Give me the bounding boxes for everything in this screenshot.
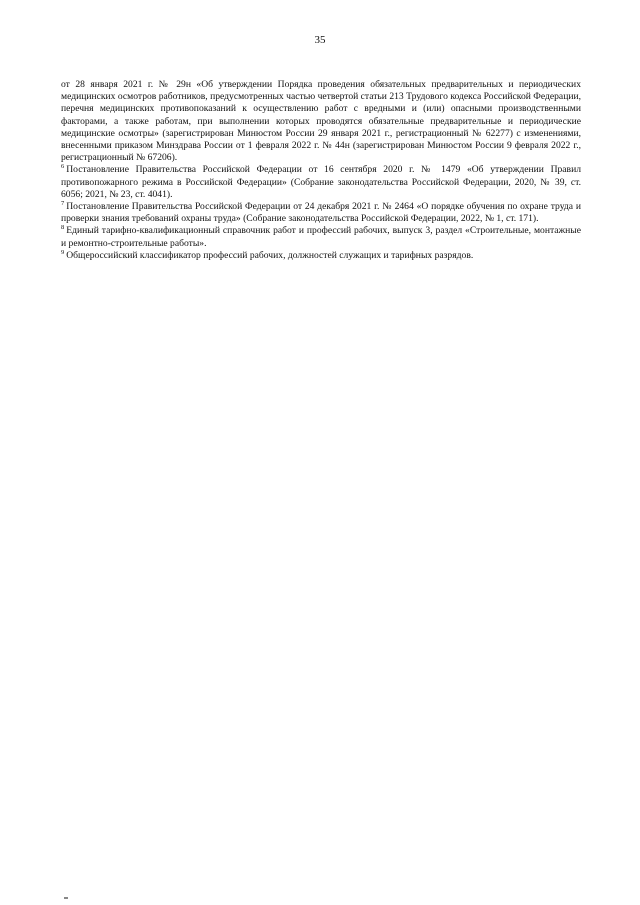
footnote-text: Постановление Правительства Российской Федерации от 16 сентября 2020 г. № 1479 «Об утверждении Правил противопожарного режима в Российской Федерации» (Собрание законодательства Российской Федерации, 2020, № 39, ст. 6056; 2021, № 23, ст. 4041). (61, 164, 581, 200)
footnote-marker: 9 (61, 248, 65, 256)
footnote-text: от 28 января 2021 г. № 29н «Об утверждении Порядка проведения обязательных предварительных и периодических медицинских осмотров работников, предусмотренных частью четвертой статьи 213 Трудового кодекса Российской Федерации, перечня медицинских противопоказаний к осуществлению работ с вредными и (или) опасными производственными факторами, а также работам, при выполнении которых проводятся обязательные предварительные и периодические медицинские осмотры» (зарегистрирован Минюстом России 29 января 2021 г., регистрационный № 62277) с изменениями, внесенными приказом Минздрава России от 1 февраля 2022 г. № 44н (зарегистрирован Минюстом России 9 февраля 2022 г., регистрационный № 67206). (61, 79, 581, 164)
footnote-text: Единый тарифно-квалификационный справочник работ и профессий рабочих, выпуск 3, раздел «Строительные, монтажные и ремонтно-строительные работы». (61, 225, 581, 249)
footnote-8 (61, 225, 581, 249)
footnote-marker: 6 (61, 163, 65, 171)
footnote-marker: 8 (61, 224, 65, 232)
footnote-marker: 7 (61, 199, 65, 207)
footnote-text: Постановление Правительства Российской Федерации от 24 декабря 2021 г. № 2464 «О порядке обучения по охране труда и проверки знания требований охраны труда» (Собрание законодательства Российской Федерации, 2022, № 1, ст. 171). (61, 201, 581, 225)
page-number: 35 (314, 34, 326, 46)
footnotes-block (61, 79, 581, 262)
footnote-7 (61, 201, 581, 225)
footnote-6 (61, 164, 581, 201)
scan-artifact (64, 897, 68, 899)
footnote-continued (61, 79, 581, 164)
footnote-9 (61, 250, 581, 262)
footnote-text: Общероссийский классификатор профессий рабочих, должностей служащих и тарифных разрядов. (66, 249, 474, 261)
